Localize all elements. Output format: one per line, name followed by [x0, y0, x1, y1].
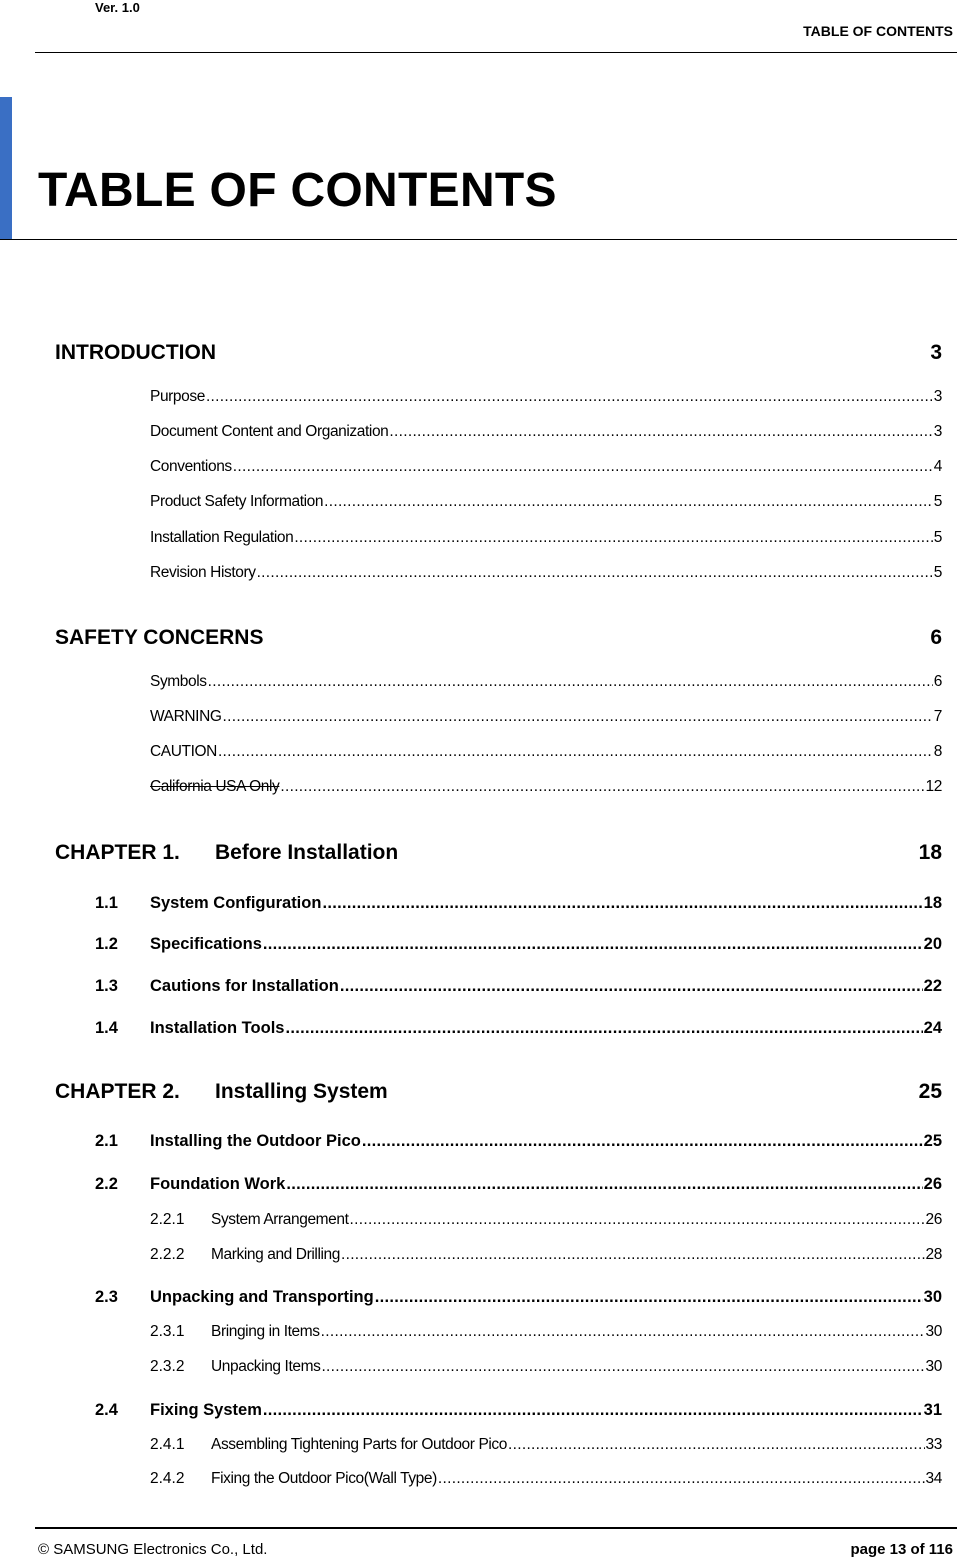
footer-copyright: © SAMSUNG Electronics Co., Ltd. — [38, 1541, 268, 1558]
toc-entry-page[interactable]: 6 — [930, 626, 942, 649]
toc-entry-title[interactable]: Revision History — [150, 564, 256, 581]
toc-entry-title[interactable]: Unpacking Items — [211, 1358, 321, 1375]
dot-leader — [340, 977, 923, 996]
header-section-title: TABLE OF CONTENTS — [803, 23, 953, 39]
toc-entry-number: 2.4.1 — [150, 1436, 185, 1453]
toc-entry-title[interactable]: Fixing the Outdoor Pico(Wall Type) — [211, 1470, 437, 1487]
footer-page-number: page 13 of 116 — [850, 1541, 953, 1558]
dot-leader — [362, 1132, 923, 1151]
toc-entry-title[interactable]: California USA Only — [150, 778, 280, 795]
toc-entry-page[interactable]: 26 — [925, 1211, 942, 1228]
dot-leader — [321, 1323, 925, 1341]
toc-entry[interactable] — [150, 778, 942, 796]
toc-entry[interactable] — [150, 529, 942, 547]
dot-leader — [350, 1211, 925, 1229]
toc-entry-title[interactable]: Assembling Tightening Parts for Outdoor Pico — [211, 1436, 508, 1453]
toc-entry-page[interactable]: 7 — [933, 708, 942, 725]
dot-leader — [286, 1175, 922, 1194]
page-title: TABLE OF CONTENTS — [38, 164, 557, 217]
toc-entry-title[interactable]: Document Content and Organization — [150, 423, 389, 440]
toc-entry-page[interactable]: 3 — [933, 388, 942, 405]
toc-entry-title[interactable]: CAUTION — [150, 743, 217, 760]
toc-entry-number: 2.4 — [95, 1401, 118, 1419]
dot-leader — [438, 1470, 925, 1488]
toc-entry[interactable] — [55, 1080, 942, 1104]
toc-entry-number: 2.3.1 — [150, 1323, 185, 1340]
toc-entry[interactable] — [55, 626, 942, 650]
dot-leader — [218, 743, 933, 761]
toc-entry-title[interactable]: Fixing System — [150, 1401, 262, 1419]
toc-entry[interactable] — [150, 1358, 942, 1376]
toc-entry-title[interactable]: System Configuration — [150, 894, 322, 912]
toc-entry[interactable] — [150, 1246, 942, 1264]
toc-entry[interactable] — [95, 977, 942, 996]
toc-entry[interactable] — [150, 493, 942, 511]
toc-entry-page[interactable]: 3 — [933, 423, 942, 440]
toc-entry[interactable] — [150, 1211, 942, 1229]
dot-leader — [375, 1288, 923, 1307]
toc-entry[interactable] — [95, 1175, 942, 1194]
toc-entry-title[interactable]: Bringing in Items — [211, 1323, 320, 1340]
toc-entry-number: 2.3 — [95, 1288, 118, 1306]
toc-entry-title[interactable]: Symbols — [150, 673, 207, 690]
toc-entry-page[interactable]: 30 — [925, 1323, 942, 1340]
toc-entry-title[interactable]: INTRODUCTION — [55, 341, 216, 364]
accent-bar — [0, 97, 12, 240]
toc-entry[interactable] — [150, 1323, 942, 1341]
toc-entry-page[interactable]: 26 — [923, 1175, 942, 1193]
toc-entry-number: 2.3.2 — [150, 1358, 185, 1375]
toc-entry[interactable] — [95, 1132, 942, 1151]
toc-entry-number: 2.2.1 — [150, 1211, 185, 1228]
footer-divider — [35, 1527, 957, 1529]
toc-entry-page[interactable]: 18 — [923, 894, 942, 912]
toc-entry-title[interactable]: Unpacking and Transporting — [150, 1288, 374, 1306]
toc-entry-page[interactable]: 28 — [925, 1246, 942, 1263]
dot-leader — [285, 1019, 922, 1038]
toc-entry-page[interactable]: 25 — [923, 1132, 942, 1150]
toc-entry-title[interactable]: Marking and Drilling — [211, 1246, 340, 1263]
title-divider — [0, 239, 957, 240]
dot-leader — [263, 935, 923, 954]
toc-entry-title[interactable]: Installing System — [215, 1080, 388, 1103]
toc-entry-page[interactable]: 5 — [933, 529, 942, 546]
toc-entry-page[interactable]: 6 — [933, 673, 942, 690]
header-divider — [35, 52, 957, 53]
toc-entry-number: 2.2.2 — [150, 1246, 185, 1263]
toc-entry-number: 2.2 — [95, 1175, 118, 1193]
dot-leader — [206, 388, 933, 406]
dot-leader — [223, 708, 933, 726]
toc-entry-page[interactable]: 5 — [933, 493, 942, 510]
toc-entry-page[interactable]: 20 — [923, 935, 942, 953]
dot-leader — [321, 1358, 924, 1376]
toc-entry[interactable] — [95, 935, 942, 954]
toc-entry-title[interactable]: Installing the Outdoor Pico — [150, 1132, 361, 1150]
toc-entry-title[interactable]: WARNING — [150, 708, 222, 725]
toc-entry-page[interactable]: 4 — [933, 458, 942, 475]
dot-leader — [508, 1436, 925, 1454]
dot-leader — [322, 894, 922, 913]
toc-entry[interactable] — [95, 1019, 942, 1038]
toc-entry-number: 1.1 — [95, 894, 118, 912]
toc-entry[interactable] — [55, 341, 942, 365]
toc-entry-number: 2.1 — [95, 1132, 118, 1150]
toc-entry-page[interactable]: 33 — [925, 1436, 942, 1453]
toc-entry-page[interactable]: 30 — [923, 1288, 942, 1306]
toc-entry-number: 1.2 — [95, 935, 118, 953]
toc-entry-title[interactable]: Installation Tools — [150, 1019, 285, 1037]
toc-entry-title[interactable]: Purpose — [150, 388, 205, 405]
toc-entry-title[interactable]: Foundation Work — [150, 1175, 286, 1193]
toc-entry[interactable] — [150, 564, 942, 582]
toc-entry-page[interactable]: 8 — [933, 743, 942, 760]
toc-entry[interactable] — [150, 743, 942, 761]
toc-entry-page[interactable]: 12 — [925, 778, 942, 795]
dot-leader — [233, 458, 933, 476]
toc-entry-title[interactable]: Installation Regulation — [150, 529, 294, 546]
dot-leader — [389, 423, 932, 441]
toc-entry-page[interactable]: 3 — [930, 341, 942, 364]
toc-entry[interactable] — [150, 458, 942, 476]
dot-leader — [257, 564, 933, 582]
toc-entry-title[interactable]: Product Safety Information — [150, 493, 324, 510]
toc-entry-number: 1.3 — [95, 977, 118, 995]
toc-entry[interactable] — [95, 1401, 942, 1420]
toc-entry-page[interactable]: 5 — [933, 564, 942, 581]
toc-entry-title[interactable]: Specifications — [150, 935, 262, 953]
dot-leader — [208, 673, 933, 691]
toc-entry[interactable] — [150, 388, 942, 406]
toc-entry[interactable] — [150, 708, 942, 726]
toc-entry-number: CHAPTER 1. — [55, 841, 180, 864]
dot-leader — [294, 529, 932, 547]
toc-entry-page[interactable]: 25 — [918, 1080, 942, 1103]
toc-entry[interactable] — [95, 1288, 942, 1307]
toc-entry[interactable] — [150, 673, 942, 691]
toc-entry-title[interactable]: Conventions — [150, 458, 232, 475]
toc-entry[interactable] — [55, 841, 942, 865]
toc-entry-number: CHAPTER 2. — [55, 1080, 180, 1103]
dot-leader — [324, 493, 933, 511]
dot-leader — [341, 1246, 925, 1264]
toc-entry-page[interactable]: 34 — [925, 1470, 942, 1487]
version-label: Ver. 1.0 — [95, 0, 140, 15]
dot-leader — [263, 1401, 923, 1420]
toc-entry-title[interactable]: Cautions for Installation — [150, 977, 339, 995]
toc-entry-page[interactable]: 24 — [923, 1019, 942, 1037]
toc-entry-number: 2.4.2 — [150, 1470, 185, 1487]
toc-entry-page[interactable]: 31 — [923, 1401, 942, 1419]
toc-entry-title[interactable]: Before Installation — [215, 841, 399, 864]
toc-entry-number: 1.4 — [95, 1019, 118, 1037]
toc-entry-page[interactable]: 18 — [918, 841, 942, 864]
toc-entry[interactable] — [150, 423, 942, 441]
dot-leader — [280, 778, 924, 796]
toc-entry-title[interactable]: System Arrangement — [211, 1211, 349, 1228]
toc-entry[interactable] — [95, 894, 942, 913]
toc-entry-title[interactable]: SAFETY CONCERNS — [55, 626, 264, 649]
toc-entry[interactable] — [150, 1470, 942, 1488]
toc-entry-page[interactable]: 30 — [925, 1358, 942, 1375]
toc-entry[interactable] — [150, 1436, 942, 1454]
toc-entry-page[interactable]: 22 — [923, 977, 942, 995]
